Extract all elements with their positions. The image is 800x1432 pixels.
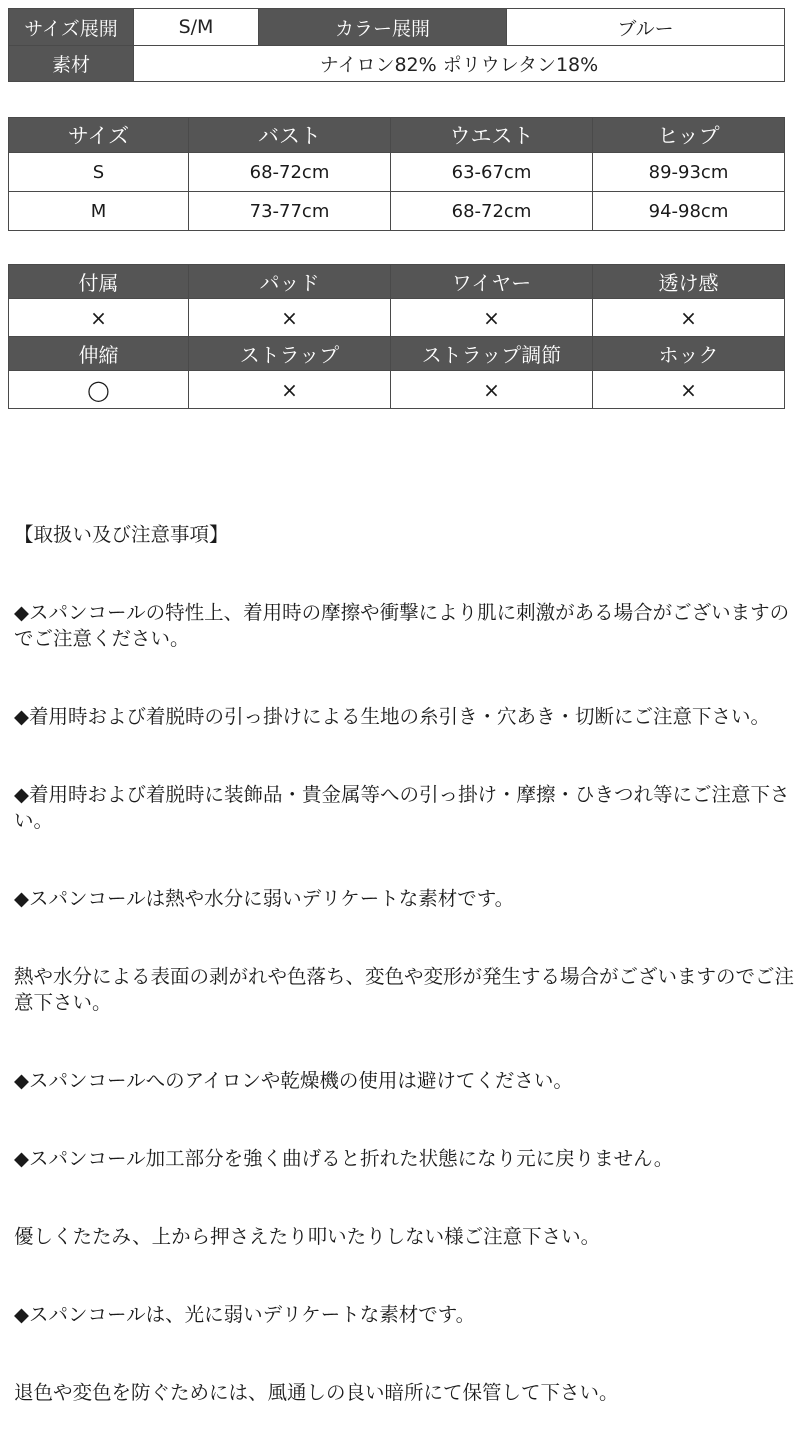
feature-table	[8, 264, 785, 409]
material-value: ナイロン82% ポリウレタン18%	[134, 46, 785, 82]
size-range-label: サイズ展開	[9, 9, 134, 46]
size-cell: M	[9, 192, 189, 231]
pad-value: ×	[189, 299, 391, 337]
header-hook: ホック	[593, 337, 785, 371]
bust-cell: 73-77cm	[189, 192, 391, 231]
feature-header-row	[9, 337, 785, 371]
header-accessories: 付属	[9, 265, 189, 299]
size-table-header	[9, 118, 785, 153]
header-size: サイズ	[9, 118, 189, 153]
stretch-value: ◯	[9, 371, 189, 409]
waist-cell: 68-72cm	[391, 192, 593, 231]
bust-cell: 68-72cm	[189, 153, 391, 192]
spec-table	[8, 8, 785, 82]
accessories-value: ×	[9, 299, 189, 337]
header-waist: ウエスト	[391, 118, 593, 153]
strap-adjust-value: ×	[391, 371, 593, 409]
wire-value: ×	[391, 299, 593, 337]
header-pad: パッド	[189, 265, 391, 299]
table-row	[9, 371, 785, 409]
feature-header-row	[9, 265, 785, 299]
sheerness-value: ×	[593, 299, 785, 337]
care-line: 熱や水分による表面の剥がれや色落ち、変色や変形が発生する場合がございますのでご注意下さい。	[14, 965, 795, 1014]
table-row	[9, 153, 785, 192]
care-line: ◆着用時および着脱時に装飾品・貴金属等への引っ掛け・摩擦・ひきつれ等にご注意下さい。	[14, 783, 790, 832]
waist-cell: 63-67cm	[391, 153, 593, 192]
hook-value: ×	[593, 371, 785, 409]
header-bust: バスト	[189, 118, 391, 153]
care-line: ◆着用時および着脱時の引っ掛けによる生地の糸引き・穴あき・切断にご注意下さい。	[14, 705, 770, 728]
hip-cell: 89-93cm	[593, 153, 785, 192]
strap-value: ×	[189, 371, 391, 409]
care-line: ◆スパンコールは熱や水分に弱いデリケートな素材です。	[14, 887, 515, 910]
care-line: 退色や変色を防ぐためには、風通しの良い暗所にて保管して下さい。	[14, 1381, 619, 1404]
header-wire: ワイヤー	[391, 265, 593, 299]
color-range-label: カラー展開	[259, 9, 507, 46]
care-line: 優しくたたみ、上から押さえたり叩いたりしない様ご注意下さい。	[14, 1225, 601, 1248]
material-label: 素材	[9, 46, 134, 82]
color-range-value: ブルー	[507, 9, 785, 46]
header-sheerness: 透け感	[593, 265, 785, 299]
care-line: ◆スパンコール加工部分を強く曲げると折れた状態になり元に戻りません。	[14, 1147, 674, 1170]
care-line: ◆スパンコールの特性上、着用時の摩擦や衝撃により肌に刺激がある場合がございますのでご注意ください。	[14, 601, 790, 650]
table-row	[9, 299, 785, 337]
spec-row-size-color	[9, 9, 785, 46]
table-row	[9, 192, 785, 231]
header-hip: ヒップ	[593, 118, 785, 153]
header-strap-adjust: ストラップ調節	[391, 337, 593, 371]
header-strap: ストラップ	[189, 337, 391, 371]
size-cell: S	[9, 153, 189, 192]
hip-cell: 94-98cm	[593, 192, 785, 231]
spec-row-material	[9, 46, 785, 82]
size-table	[8, 117, 785, 231]
care-title: 【取扱い及び注意事項】	[14, 523, 229, 546]
care-line: ◆スパンコールは、光に弱いデリケートな素材です。	[14, 1303, 476, 1326]
care-line: ◆スパンコールへのアイロンや乾燥機の使用は避けてください。	[14, 1069, 573, 1092]
care-notes	[14, 470, 794, 1432]
size-range-value: S/M	[134, 9, 259, 46]
header-stretch: 伸縮	[9, 337, 189, 371]
